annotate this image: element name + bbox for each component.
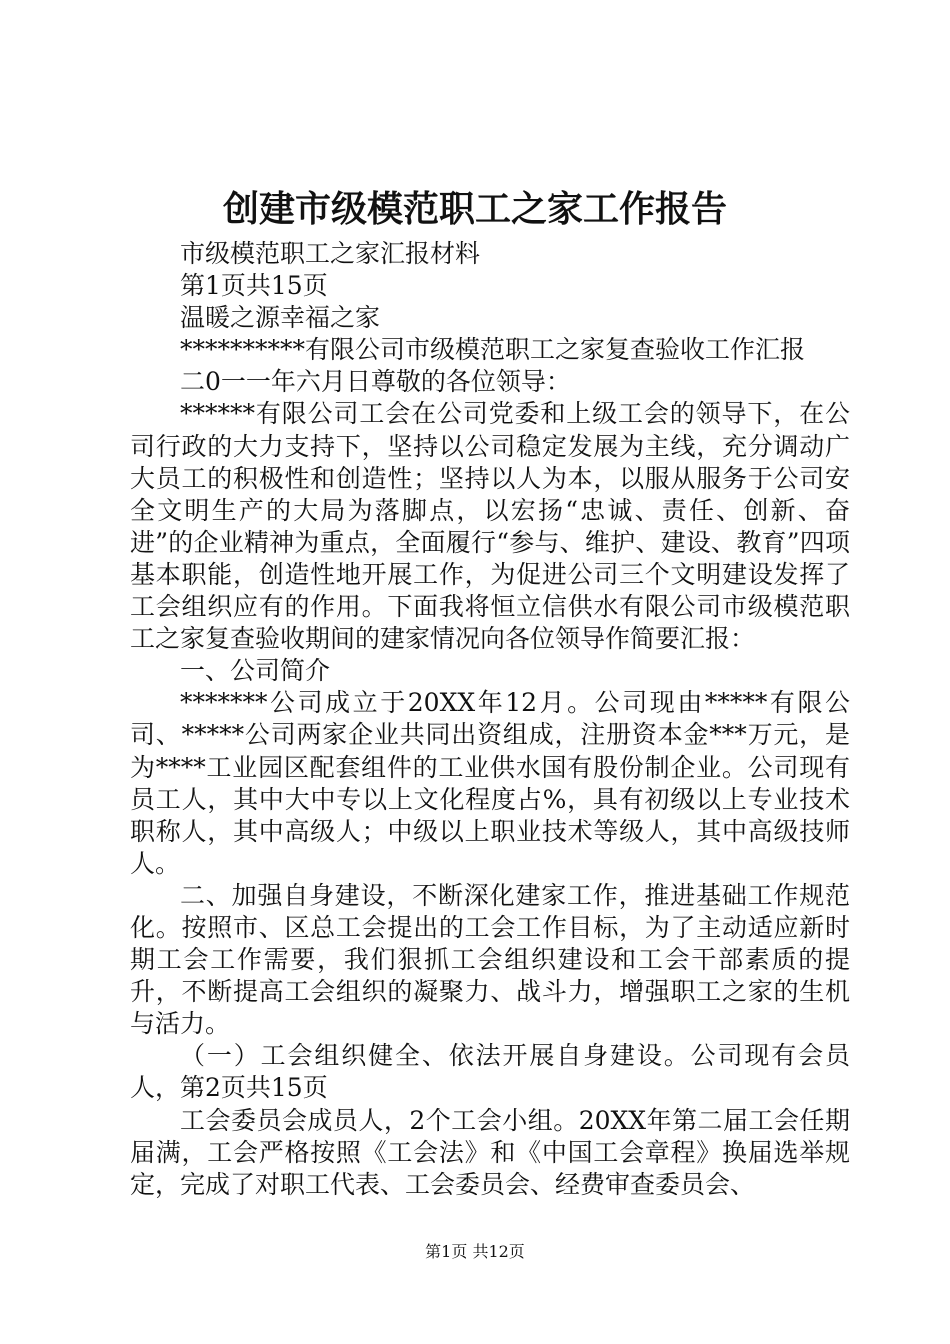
- body-paragraph: **********有限公司市级模范职工之家复查验收工作汇报: [180, 335, 806, 365]
- body-paragraph: ******有限公司工会在公司党委和上级工会的领导下，在公司行政的大力支持下，坚持以公司稳定发展为主线，充分调动广大员工的积极性和创造性；坚持以人为本，以服从服务于公司安全文明生产的大局为落脚点，以宏扬“忠诚、责任、创新、奋进”的企业精神为重点，全面履行“参与、维护、建设、教育”四项基本职能，创造性地开展工作，为促进公司三个文明建设发挥了工会组织应有的作用。下面我将恒立信供水有限公司市级模范职工之家复查验收期间的建家情况向各位领导作简要汇报：: [130, 399, 850, 654]
- body-paragraph: 二0一一年六月日尊敬的各位领导：: [180, 367, 571, 397]
- body-paragraph: 二、加强自身建设，不断深化建家工作，推进基础工作规范化。按照市、区总工会提出的工会工作目标，为了主动适应新时期工会工作需要，我们狠抓工会组织建设和工会干部素质的提升，不断提高工会组织的凝聚力、战斗力，增强职工之家的生机与活力。: [130, 880, 850, 1039]
- body-paragraph: 温暖之源幸福之家: [180, 303, 381, 333]
- body-paragraph: *******公司成立于20XX年12月。公司现由*****有限公司、*****公司两家企业共同出资组成，注册资本金***万元，是为****工业园区配套组件的工业供水国有股份制企业。公司现有员工人，其中大中专以上文化程度占%，具有初级以上专业技术职称人，其中高级人；中级以上职业技术等级人，其中高级技师人。: [130, 688, 850, 878]
- document-title: 创建市级模范职工之家工作报告: [222, 188, 727, 230]
- section-heading: 一、公司简介: [180, 656, 331, 686]
- document-body: [130, 238, 850, 1201]
- page-footer: 第1页 共12页: [425, 1242, 525, 1261]
- body-paragraph: 市级模范职工之家汇报材料: [180, 239, 481, 268]
- body-paragraph: （一）工会组织健全、依法开展自身建设。公司现有会员人，第2页共15页: [130, 1041, 850, 1103]
- body-paragraph: 第1页共15页: [180, 271, 328, 301]
- body-paragraph: 工会委员会成员人，2个工会小组。20XX年第二届工会任期届满，工会严格按照《工会法》和《中国工会章程》换届选举规定，完成了对职工代表、工会委员会、经费审查委员会、: [130, 1105, 850, 1199]
